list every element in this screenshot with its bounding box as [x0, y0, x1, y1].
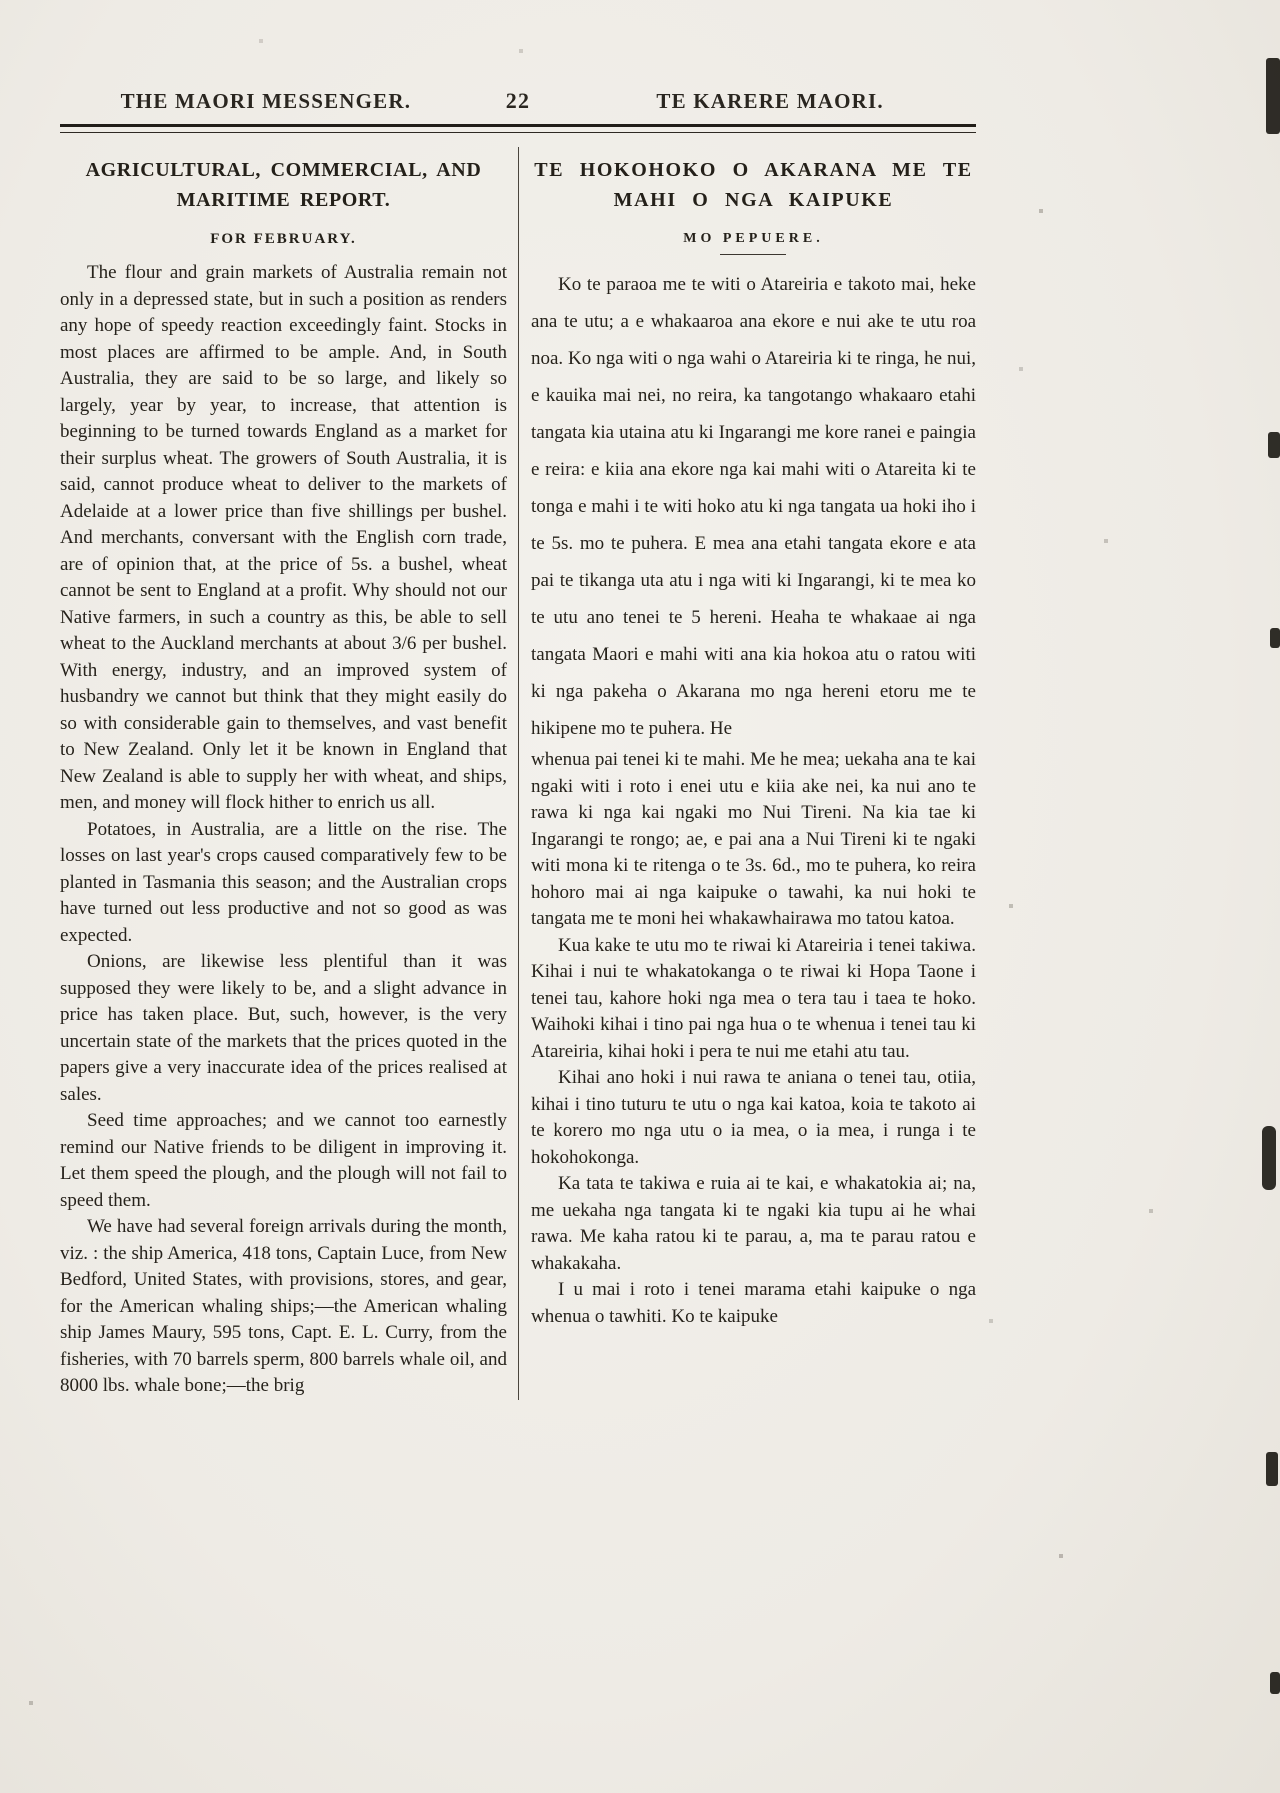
- article-title-maori: TE HOKOHOKO O AKARANA ME TE MAHI O NGA KAIPUKE: [534, 159, 973, 211]
- article-columns: [60, 147, 976, 1400]
- scan-artifact: [1270, 1672, 1280, 1694]
- masthead: [60, 88, 976, 114]
- header-rule: [60, 124, 976, 133]
- paragraph-english-2: Potatoes, in Australia, are a little on the rise. The losses on last year's crops caused comparatively few to be planted in Tasmania this season; and the Australian crops have turned out less productive and not so good as was expected.: [60, 818, 507, 946]
- english-column: [60, 147, 518, 1400]
- paragraph-maori-4: Ka tata te takiwa e ruia ai te kai, e whakatokia ai; na, me uekaha nga tangata ki te ngaki kia tupu ai he whai rawa. Me kaha ratou ki te parau, a, ma te parau ratou e whakakaha.: [530, 1173, 976, 1274]
- paragraph-maori-3: Kihai ano hoki i nui rawa te aniana o tenei tau, otiia, kihai i tino tuturu te utu o nga kai katoa, koia te takoto ai te korero mo nga utu o ia mea, o ia mea, i runga i te hokohokonga.: [530, 1067, 976, 1168]
- newspaper-page: [60, 88, 976, 1400]
- maori-column: [519, 147, 976, 1400]
- scan-artifact: [1270, 628, 1280, 648]
- article-title-english: AGRICULTURAL, COMMERCIAL, AND MARITIME REPORT.: [85, 159, 482, 211]
- article-subtitle-maori: MO PEPUERE.: [683, 231, 824, 246]
- page-number: 22: [505, 88, 531, 113]
- scan-artifact: [1262, 1126, 1276, 1190]
- scan-artifact: [1268, 432, 1280, 458]
- paragraph-maori-5: I u mai i roto i tenei marama etahi kaipuke o nga whenua o tawhiti. Ko te kaipuke: [530, 1279, 976, 1327]
- paragraph-maori-1b: whenua pai tenei ki te mahi. Me he mea; uekaha ana te kai ngaki witi i roto i enei utu e kiia ake nei, ka nui ano te rawa ki nga kai ngaki mo Nui Tireni. Na kia tae ki Ingarangi te rongo; ae, e pai ana a Nui Tireni ki te ngaki witi mona ki te ritenga o te 3s. 6d., mo te puhera, ko reira hohoro mai ai nga kaipuke o tawahi, ka nui hoki te tangata me te moni hei whakawhairawa mo tatou katoa.: [530, 749, 976, 929]
- scan-artifact: [1266, 1452, 1278, 1486]
- paragraph-maori-2: Kua kake te utu mo te riwai ki Atareiria i tenei takiwa. Kihai i nui te whakatokanga o te riwai ki Hopa Taone i tenei tau, kahore hoki nga mea o tera tau i taea te hoko. Waihoki kihai i tino pai nga hua o te whenua i tenei tau ki Atareiria, kihai hoki i pera te nui me etahi atu tau.: [530, 934, 976, 1062]
- scan-artifact: [1266, 58, 1280, 134]
- paragraph-english-4: Seed time approaches; and we cannot too earnestly remind our Native friends to be diligent in improving it. Let them speed the plough, and the plough will not fail to speed them.: [60, 1110, 507, 1211]
- paragraph-english-1: The flour and grain markets of Australia remain not only in a depressed state, but in such a position as renders any hope of speedy reaction exceedingly faint. Stocks in most places are affirmed to be ample. And, in South Australia, they are said to be so large, and likely so largely, year by year, to increase, that attention is beginning to be turned towards England as a market for their surplus wheat. The growers of South Australia, it is said, cannot produce wheat to deliver to the markets of Adelaide at a lower price than five shillings per bushel. And merchants, conversant with the English corn trade, are of opinion that, at the price of 5s. a bushel, wheat cannot be sent to England at a profit. Why should not our Native farmers, in such a country as this, be able to sell wheat to the Auckland merchants at about 3/6 per bushel. With energy, industry, and an improved system of husbandry we cannot but think that they might easily do so with considerable gain to themselves, and vast benefit to New Zealand. Only let it be known in England that New Zealand is able to supply her with wheat, and ships, men, and money will flock hither to enrich us all.: [60, 262, 507, 813]
- subtitle-rule: [720, 254, 786, 255]
- paragraph-english-3: Onions, are likewise less plentiful than it was supposed they were likely to be, and a slight advance in price has taken place. But, such, however, is the very uncertain state of the markets that the prices quoted in the papers give a very inaccurate idea of the prices realised at sales.: [60, 951, 507, 1105]
- scan-noise: [0, 0, 2, 2]
- paragraph-english-5: We have had several foreign arrivals during the month, viz. : the ship America, 418 tons, Captain Luce, from New Bedford, United States, with provisions, stores, and gear, for the American whaling ships;—the American whaling ship James Maury, 595 tons, Capt. E. L. Curry, from the fisheries, with 70 barrels sperm, 800 barrels whale oil, and 8000 lbs. whale bone;—the brig: [60, 1216, 507, 1396]
- article-subtitle-english: FOR FEBRUARY.: [210, 231, 357, 247]
- masthead-title-english: THE MAORI MESSENGER.: [120, 89, 412, 113]
- paragraph-maori-1a: Ko te paraoa me te witi o Atareiria e takoto mai, heke ana te utu; a e whakaaroa ana ekore e nui ake te utu roa noa. Ko nga witi o nga wahi o Atareiria ki te ringa, he nui, e kauika mai nei, no reira, ka tangotango whakaaro etahi tangata kia utaina atu ki Ingarangi me kore ranei e paingia e reira: e kiia ana ekore nga kai mahi witi o Atareita ki te tonga e mahi i te witi hoko atu ki nga tangata ua hoki iho i te 5s. mo te puhera. E mea ana etahi tangata ekore e ata pai te tikanga uta atu i nga witi ki Ingarangi, ki te mea ko te utu ano tenei te 5 hereni. Heaha te whakaae ai nga tangata Maori e mahi witi ana kia hokoa atu o ratou witi ki nga pakeha o Akarana mo nga hereni etoru me te hikipene mo te puhera. He: [530, 274, 976, 739]
- masthead-title-maori: TE KARERE MAORI.: [656, 89, 884, 113]
